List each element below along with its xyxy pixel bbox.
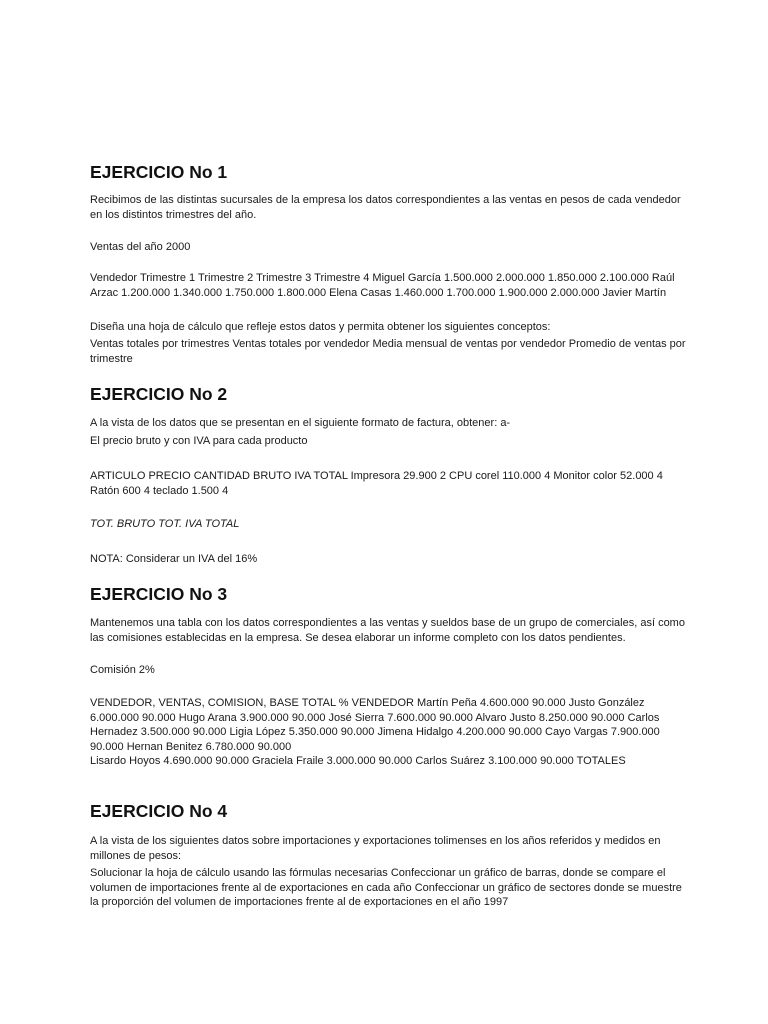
ejercicio-2-note: NOTA: Considerar un IVA del 16% [90,553,258,565]
ejercicio-1-intro: Recibimos de las distintas sucursales de la empresa los datos correspondientes a las ventas en pesos de cada vendedor en los distintos trimestres del año. [90,194,681,221]
ejercicio-3-title: EJERCICIO No 3 [90,584,228,604]
ejercicio-1-title: EJERCICIO No 1 [90,162,228,182]
ejercicio-3-data [90,696,710,769]
ejercicio-1-data: Vendedor Trimestre 1 Trimestre 2 Trimestre 3 Trimestre 4 Miguel García 1.500.000 2.000.000 1.850.000 2.100.000 Raúl Arzac 1.200.000 1.340.000 1.750.000 1.800.000 Elena Casas 1.460.000 1.700.000 1.900.000 2.000.000 Javier Martín [90,272,675,299]
ejercicio-3-data-line: 6.000.000 90.000 Hugo Arana 3.900.000 90.000 José Sierra 7.600.000 90.000 Alvaro Justo 8.250.000 90.000 Carlos [90,711,660,724]
ejercicio-2-task: El precio bruto y con IVA para cada producto [90,435,308,447]
ejercicio-3-intro: Mantenemos una tabla con los datos correspondientes a las ventas y sueldos base de un grupo de comerciales, así como las comisiones establecidas en la empresa. Se desea elaborar un informe completo con los datos pendientes. [90,617,685,644]
ejercicio-1-subtitle: Ventas del año 2000 [90,241,191,253]
ejercicio-2-intro: A la vista de los datos que se presentan en el siguiente formato de factura, obtener: a- [90,417,511,429]
ejercicio-1-instruction: Diseña una hoja de cálculo que refleje estos datos y permita obtener los siguientes conceptos: [90,321,551,333]
ejercicio-2-data: ARTICULO PRECIO CANTIDAD BRUTO IVA TOTAL Impresora 29.900 2 CPU corel 110.000 4 Monitor color 52.000 4 Ratón 600 4 teclado 1.500 4 [90,470,663,497]
ejercicio-2-title: EJERCICIO No 2 [90,384,228,404]
ejercicio-1-concepts: Ventas totales por trimestres Ventas totales por vendedor Media mensual de ventas por vendedor Promedio de ventas por trimestre [90,338,686,365]
ejercicio-4-intro: A la vista de los siguientes datos sobre importaciones y exportaciones tolimenses en los años referidos y medidos en millones de pesos: [90,835,661,862]
ejercicio-3-data-line: Hernadez 3.500.000 90.000 Ligia López 5.350.000 90.000 Jimena Hidalgo 4.200.000 90.000 Cayo Vargas 7.900.000 [90,726,660,738]
ejercicio-3-data-line: Lisardo Hoyos 4.690.000 90.000 Graciela Fraile 3.000.000 90.000 Carlos Suárez 3.100.000 90.000 TOTALES [90,755,626,767]
ejercicio-4-title: EJERCICIO No 4 [90,801,228,821]
ejercicio-3-data-line: 90.000 Hernan Benitez 6.780.000 90.000 [90,740,292,753]
ejercicio-3-commission: Comisión 2% [90,664,155,676]
ejercicio-3-data-line: VENDEDOR, VENTAS, COMISION, BASE TOTAL % VENDEDOR Martín Peña 4.600.000 90.000 Justo González [90,697,645,709]
ejercicio-4-instructions: Solucionar la hoja de cálculo usando las fórmulas necesarias Confeccionar un gráfico de barras, donde se compare el volumen de importaciones frente al de exportaciones en cada año Confeccionar un gráfico de sectores donde se muestre la proporción del volumen de importaciones frente al de exportaciones en el año 1997 [90,867,682,908]
ejercicio-2-totals: TOT. BRUTO TOT. IVA TOTAL [90,518,240,530]
